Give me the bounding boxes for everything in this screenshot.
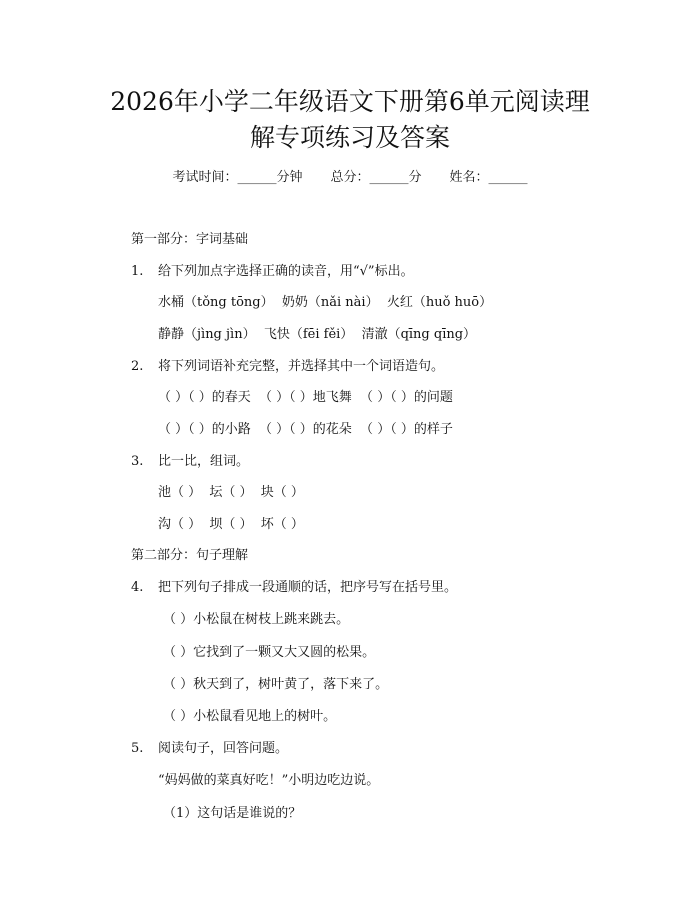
question-prompt-3: 比一比，组词。 (158, 454, 250, 469)
question-number-3: 3. (131, 454, 144, 469)
q3-row-2: 沟（ ） 坝（ ） 坏（ ） (158, 517, 304, 532)
student-name: 姓名：______ (449, 170, 528, 185)
page-title-line-1: 2026年小学二年级语文下册第6单元阅读理 (110, 87, 590, 116)
q3-row-1: 池（ ） 坛（ ） 块（ ） (158, 485, 304, 500)
q1-row-1: 水桶（tǒng tōng） 奶奶（nǎi nài） 火红（huǒ huō） (158, 295, 493, 310)
question-number-5: 5. (131, 741, 144, 756)
q5-sentence: “妈妈做的菜真好吃！”小明边吃边说。 (158, 773, 380, 788)
q4-item-1: （ ）小松鼠在树枝上跳来跳去。 (163, 612, 350, 627)
total-score: 总分：______分 (330, 170, 422, 185)
question-number-2: 2. (131, 359, 144, 374)
exam-time: 考试时间：______分钟 (172, 170, 303, 185)
question-prompt-5: 阅读句子，回答问题。 (158, 741, 289, 756)
question-number-1: 1. (131, 264, 144, 279)
q1-row-2: 静静（jìng jìn） 飞快（fēi fěi） 清澈（qīng qīng） (158, 327, 477, 342)
page-title-line-2: 解专项练习及答案 (249, 123, 450, 152)
q4-item-2: （ ）它找到了一颗又大又圆的松果。 (163, 645, 376, 660)
q5-subquestion-1: （1）这句话是谁说的？ (163, 806, 302, 821)
q4-item-4: （ ）小松鼠看见地上的树叶。 (163, 709, 337, 724)
exam-meta (0, 170, 700, 186)
question-prompt-4: 把下列句子排成一段通顺的话，把序号写在括号里。 (158, 580, 458, 595)
q2-row-1: （ ）（ ）的春天 （ ）（ ）地飞舞 （ ）（ ）的问题 (158, 390, 453, 405)
question-number-4: 4. (131, 580, 144, 595)
section-heading-part1: 第一部分：字词基础 (131, 232, 249, 247)
section-heading-part2: 第二部分：句子理解 (131, 548, 249, 563)
question-prompt-2: 将下列词语补充完整，并选择其中一个词语造句。 (158, 359, 445, 374)
q2-row-2: （ ）（ ）的小路 （ ）（ ）的花朵 （ ）（ ）的样子 (158, 422, 453, 437)
q4-item-3: （ ）秋天到了，树叶黄了，落下来了。 (163, 677, 389, 692)
question-prompt-1: 给下列加点字选择正确的读音，用“√”标出。 (158, 264, 414, 279)
